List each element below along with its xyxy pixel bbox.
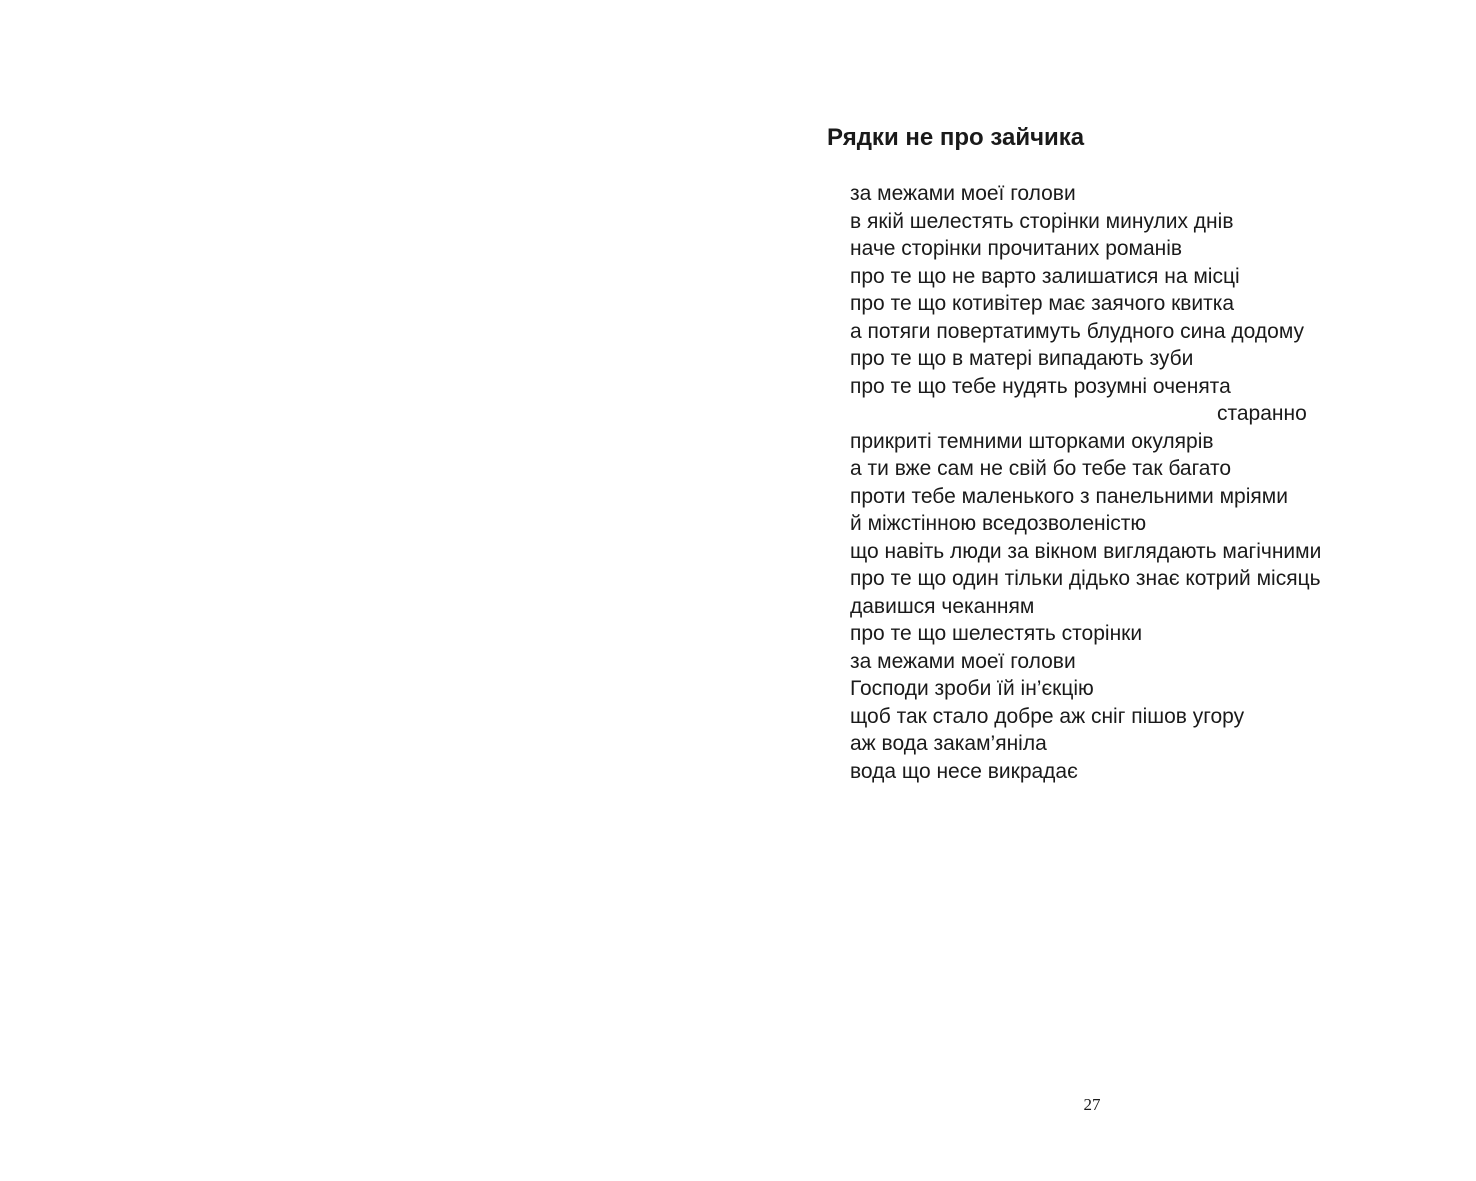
- poem-line: про те що в матері випадають зуби: [850, 347, 1194, 370]
- poem-line: вода що несе викрадає: [850, 759, 1078, 783]
- page-number: 27: [1083, 1095, 1101, 1114]
- poem-body: [850, 180, 1321, 785]
- poem-line: про те що котивітер має заячого квитка: [850, 292, 1235, 315]
- poem-line: й міжстінною вседозволеністю: [850, 512, 1147, 535]
- poem-line: Господи зроби їй ін’єкцію: [850, 677, 1094, 700]
- poem-line: про те що шелестять сторінки: [850, 622, 1143, 645]
- poem-line: за межами моеї голови: [850, 182, 1076, 205]
- poem-line: щоб так стало добре аж сніг пішов угору: [850, 704, 1245, 728]
- poem-line: за межами моеї голови: [850, 649, 1076, 673]
- poem-line: проти тебе маленького з панельними мріями: [850, 484, 1288, 508]
- poem-line: а ти вже сам не свій бо тебе так багато: [850, 457, 1232, 480]
- poem-line: про те що тебе нудять розумні оченята: [850, 374, 1231, 398]
- poem-line: а потяги повертатимуть блудного сина додому: [850, 319, 1305, 343]
- poem-title: Рядки не про зайчика: [827, 124, 1085, 151]
- poem-line: про те що один тільки дідько знає котрий місяць: [850, 567, 1321, 590]
- poem-line-indented: старанно: [1217, 402, 1307, 425]
- poem-line: наче сторінки прочитаних романів: [850, 237, 1183, 260]
- poem-line: прикриті темними шторками окулярів: [850, 429, 1214, 453]
- right-page: [738, 0, 1476, 1181]
- poem-line: що навіть люди за вікном виглядають магічними: [850, 539, 1322, 563]
- poem-line: давишся чеканням: [850, 594, 1035, 618]
- poem-line: про те що не варто залишатися на місці: [850, 264, 1240, 288]
- poem-line: аж вода закам’яніла: [850, 732, 1047, 755]
- poem-line: в якій шелестять сторінки минулих днів: [850, 209, 1234, 233]
